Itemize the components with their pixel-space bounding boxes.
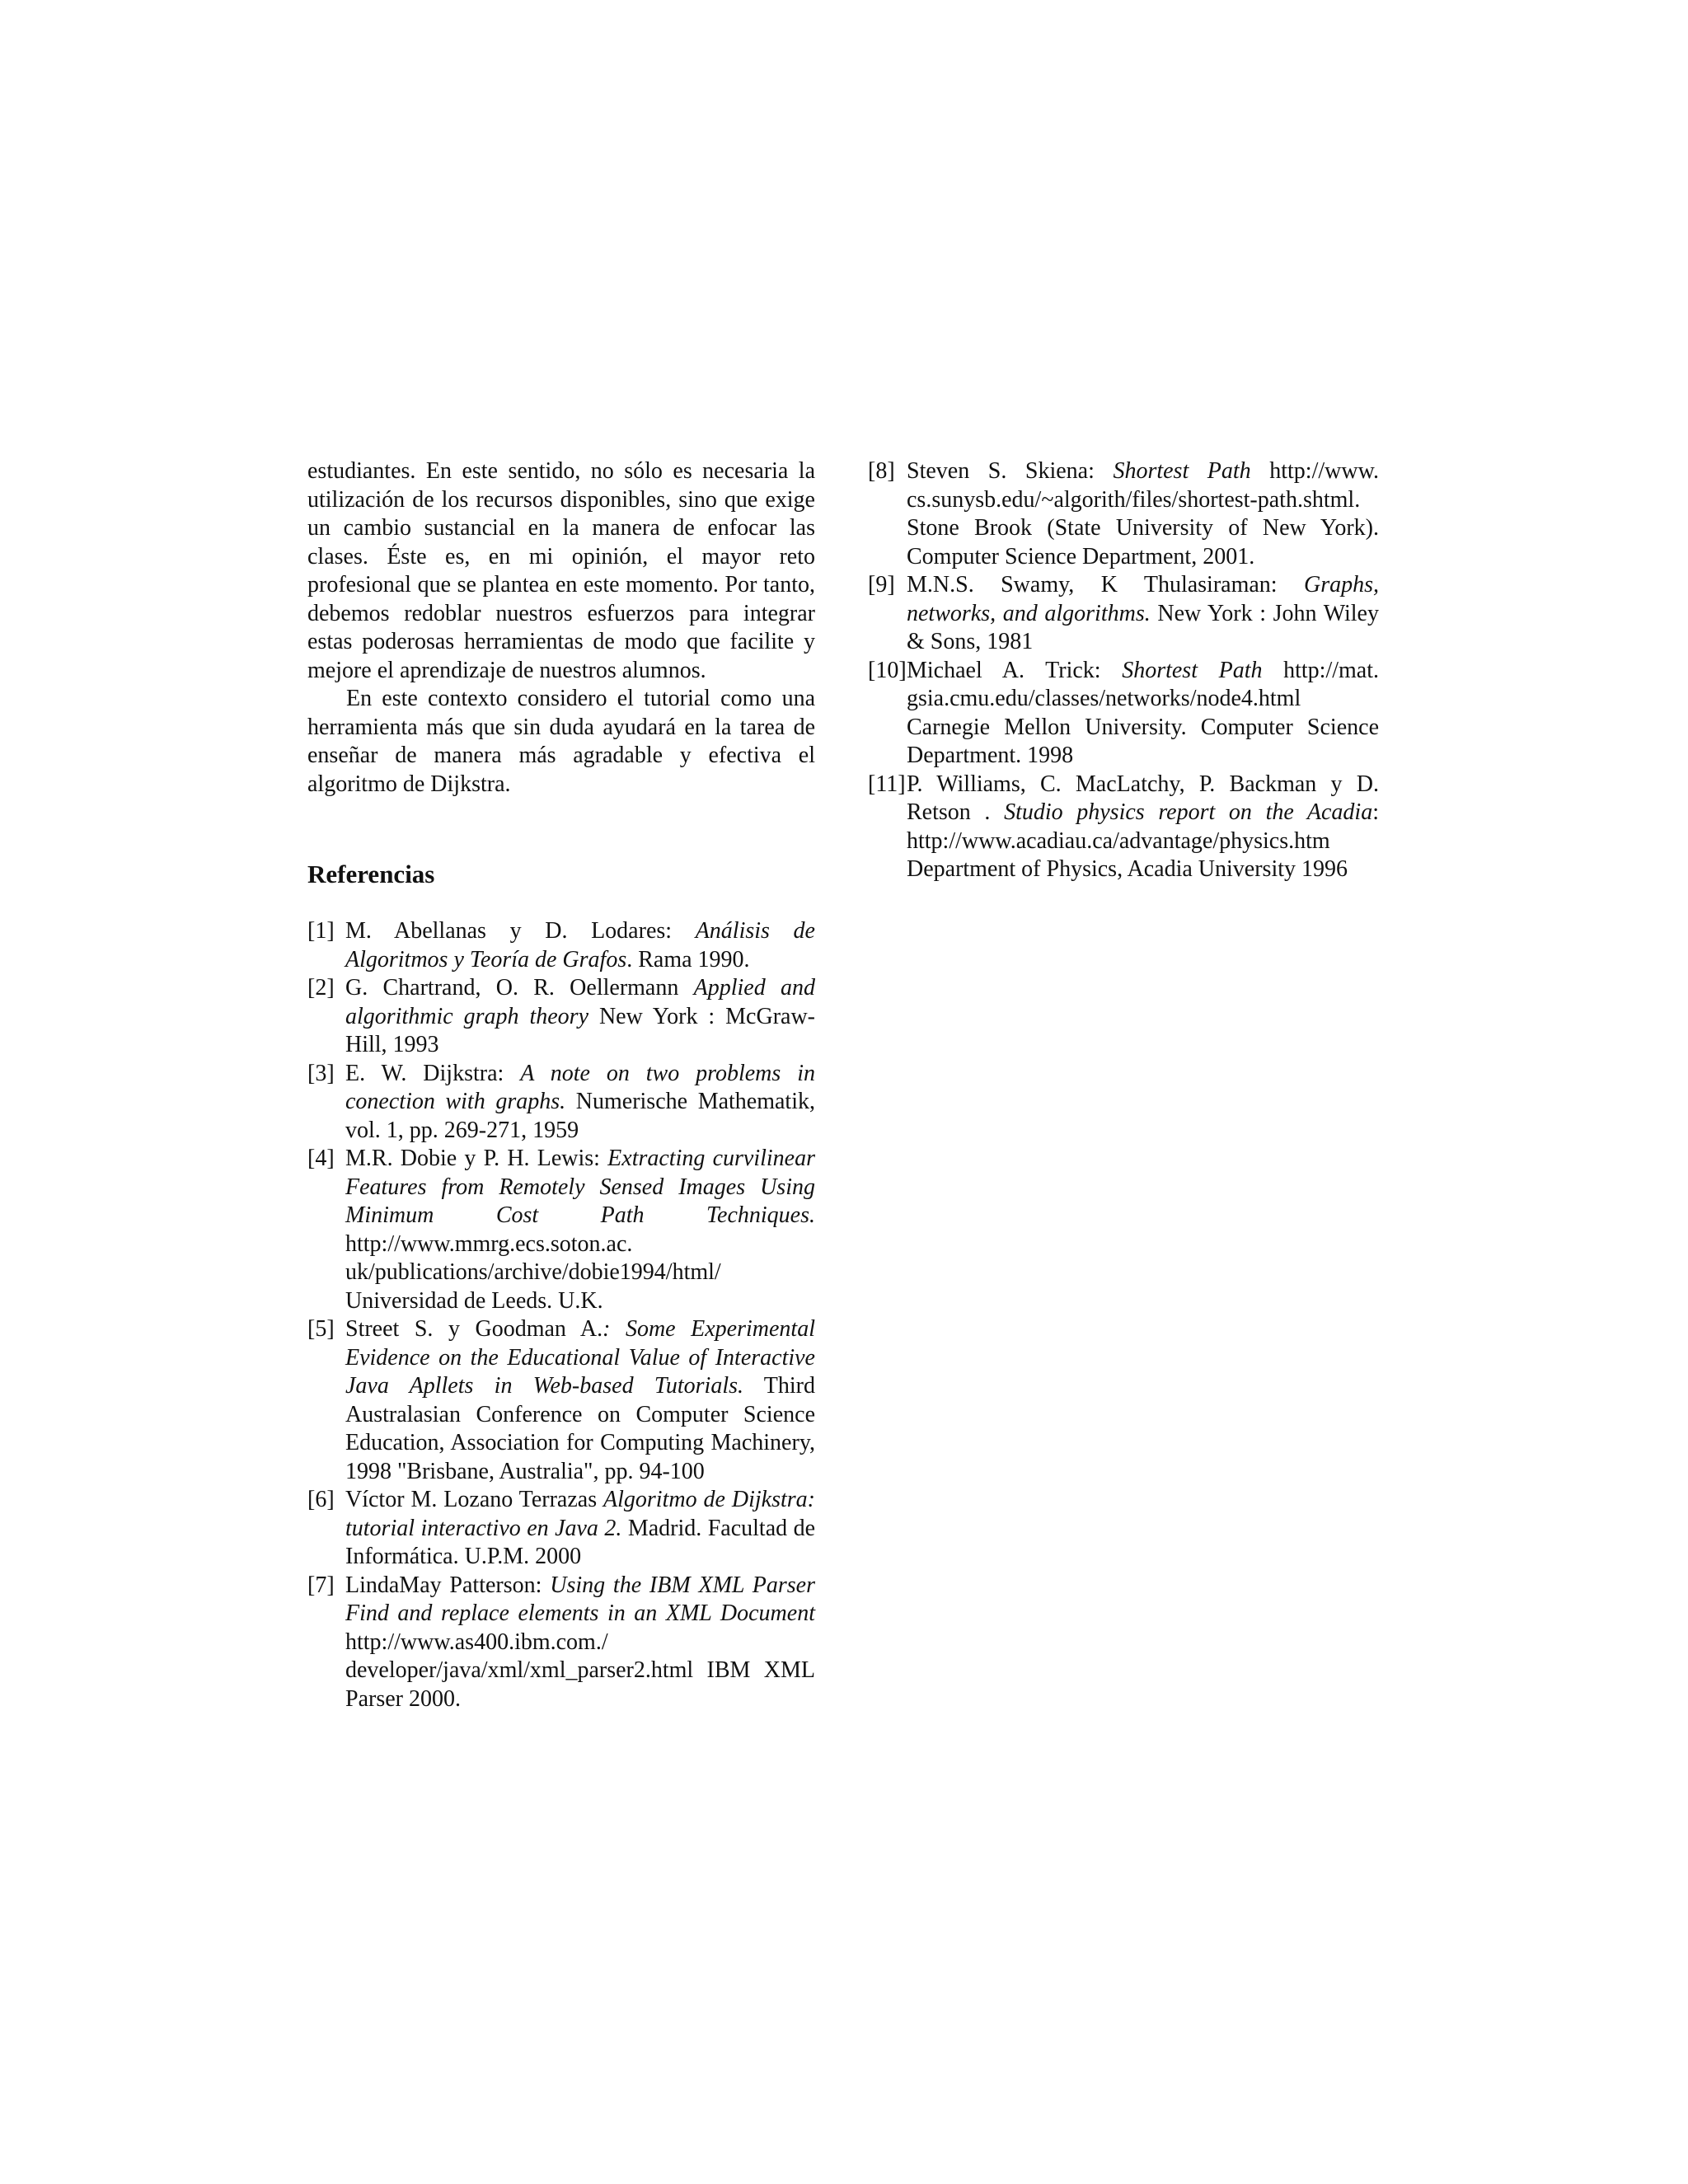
body-paragraph-2: En este contexto considero el tutorial como una herramienta más que sin duda ayudará en la tarea de enseñar de manera más agradable y efectiva el algoritmo de Dijkstra.: [307, 686, 815, 797]
reference-number: [7]: [307, 1572, 335, 1598]
reference-item: [307, 917, 815, 974]
reference-details: http://www.mmrg.ecs.soton.ac. uk/publications/archive/dobie1994/html/ Universidad de Leeds. U.K.: [345, 1230, 721, 1314]
reference-item: [307, 1486, 815, 1572]
reference-authors: M.N.S. Swamy, K Thulasiraman:: [907, 572, 1304, 598]
reference-title: Shortest Path: [1113, 458, 1251, 484]
reference-authors: LindaMay Patterson:: [345, 1572, 551, 1598]
reference-authors: Street S. y Goodman A.: [345, 1316, 603, 1342]
reference-authors: Víctor M. Lozano Terrazas: [345, 1487, 604, 1512]
reference-details: New York : John Wiley & Sons, 1981: [907, 600, 1379, 654]
reference-details: . Rama 1990.: [626, 946, 750, 972]
reference-item: [868, 457, 1379, 571]
reference-item: [307, 1315, 815, 1486]
reference-title: Graphs, networks, and algorithms.: [907, 572, 1379, 626]
reference-authors: E. W. Dijkstra:: [345, 1060, 521, 1086]
reference-authors: G. Chartrand, O. R. Oellermann: [345, 975, 694, 1001]
right-column: [868, 457, 1379, 884]
reference-item: [307, 1145, 815, 1315]
reference-authors: M. Abellanas y D. Lodares:: [345, 918, 696, 944]
reference-number: [6]: [307, 1487, 335, 1512]
reference-item: [868, 771, 1379, 884]
reference-list-left: [307, 917, 815, 1713]
reference-details: Third Australasian Conference on Computer Science Education, Association for Computing Machinery, 1998 "Brisbane, Australia", pp. 94-100: [345, 1373, 815, 1484]
reference-item: [307, 1572, 815, 1714]
reference-title: A note on two problems in conection with graphs.: [345, 1060, 815, 1114]
reference-title: Análisis de Algoritmos y Teoría de Grafos: [345, 918, 815, 972]
reference-details: Numerische Mathematik, vol. 1, pp. 269-271, 1959: [345, 1089, 815, 1143]
reference-details: http://www. cs.sunysb.edu/~algorith/files/shortest-path.shtml. Stone Brook (State University of New York). Computer Science Department, 2001.: [907, 458, 1379, 569]
reference-details: : http://www.acadiau.ca/advantage/physics.htm Department of Physics, Acadia University 1996: [907, 799, 1379, 882]
reference-details: New York : McGraw-Hill, 1993: [345, 1003, 815, 1057]
reference-number: [1]: [307, 918, 335, 944]
reference-details: http://mat. gsia.cmu.edu/classes/networks/node4.html Carnegie Mellon University. Computer Science Department. 1998: [907, 657, 1379, 768]
reference-number: [4]: [307, 1146, 335, 1171]
reference-authors: P. Williams, C. MacLatchy, P. Backman y D. Retson .: [907, 771, 1379, 825]
reference-item: [868, 657, 1379, 771]
reference-title: : Some Experimental Evidence on the Educational Value of Interactive Java Apllets in Web-based Tutorials.: [345, 1316, 815, 1399]
reference-number: [10]: [868, 657, 907, 683]
reference-title: Extracting curvilinear Features from Remotely Sensed Images Using Minimum Cost Path Techniques.: [345, 1146, 815, 1228]
reference-details: http://www.as400.ibm.com./ developer/java/xml/xml_parser2.html IBM XML Parser 2000.: [345, 1629, 815, 1712]
reference-title: Using the IBM XML Parser Find and replace elements in an XML Document: [345, 1572, 816, 1626]
reference-title: Studio physics report on the Acadia: [1004, 799, 1373, 825]
reference-authors: Michael A. Trick:: [907, 657, 1123, 683]
reference-authors: M.R. Dobie y P. H. Lewis:: [345, 1146, 608, 1171]
reference-number: [9]: [868, 572, 895, 598]
references-heading: Referencias: [307, 860, 435, 888]
reference-title: Algoritmo de Dijkstra: tutorial interactivo en Java 2.: [345, 1487, 815, 1541]
reference-item: [307, 1060, 815, 1146]
reference-item: [868, 571, 1379, 657]
reference-number: [2]: [307, 975, 335, 1001]
left-column: [307, 457, 815, 1713]
reference-title: Shortest Path: [1122, 657, 1263, 683]
reference-authors: Steven S. Skiena:: [907, 458, 1114, 484]
reference-details: Madrid. Facultad de Informática. U.P.M. 2000: [345, 1515, 815, 1569]
body-paragraph-1: estudiantes. En este sentido, no sólo es necesaria la utilización de los recursos disponibles, sino que exige un cambio sustancial en la manera de enfocar las clases. Éste es, en mi opinión, el mayor reto profesional que se plantea en este momento. Por tanto, debemos redoblar nuestros esfuerzos para integrar estas poderosas herramientas de modo que facilite y mejore el aprendizaje de nuestros alumnos.: [307, 458, 815, 683]
reference-list-right: [868, 457, 1379, 884]
reference-number: [3]: [307, 1060, 335, 1086]
reference-number: [5]: [307, 1316, 335, 1342]
reference-title: Applied and algorithmic graph theory: [345, 975, 815, 1029]
reference-number: [8]: [868, 458, 895, 484]
reference-item: [307, 974, 815, 1060]
reference-number: [11]: [868, 771, 906, 797]
